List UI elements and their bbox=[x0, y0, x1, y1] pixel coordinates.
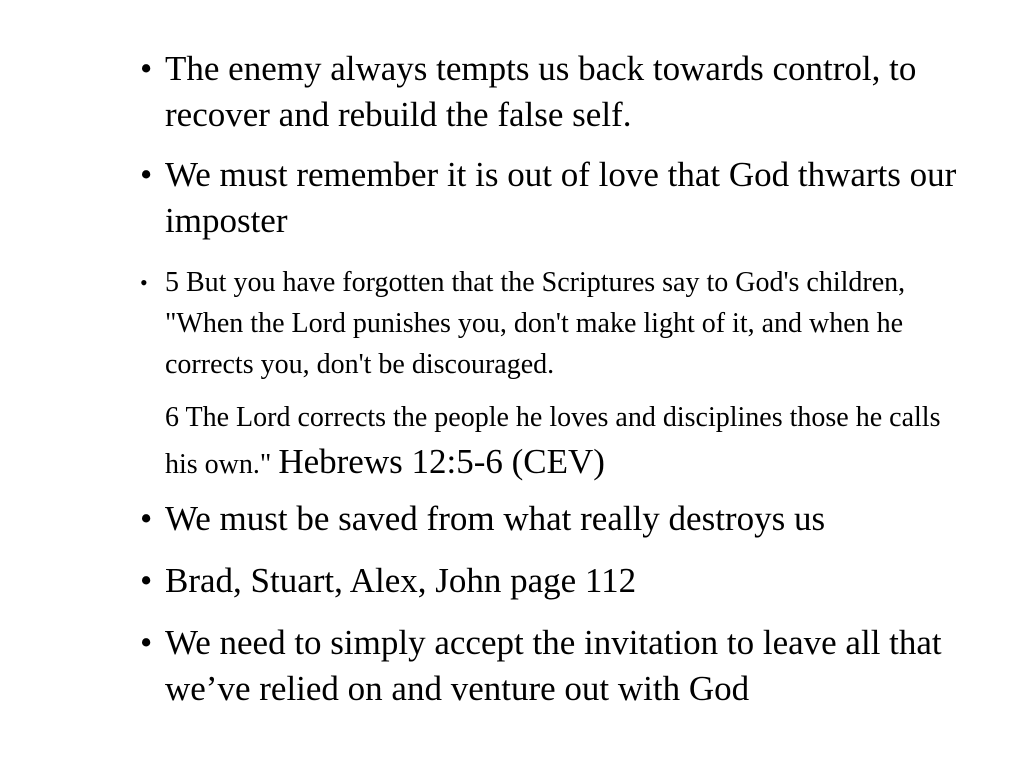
bullet-marker: • bbox=[140, 623, 153, 662]
bullet-saved bbox=[140, 496, 960, 542]
bullet-names-page bbox=[140, 558, 960, 604]
bullet-text: We need to simply accept the invitation to leave all that we’ve relied on and venture out with God bbox=[165, 623, 942, 708]
bullet-love-of-god bbox=[140, 152, 960, 244]
bullet-text: We must be saved from what really destroys us bbox=[165, 499, 826, 538]
bullet-scripture-verse5 bbox=[140, 262, 960, 385]
bullet-text: 5 But you have forgotten that the Scriptures say to God's children, "When the Lord punishes you, don't make light of it, and when he corrects you, don't be discouraged. bbox=[165, 267, 906, 380]
bullet-enemy-tempts bbox=[140, 46, 960, 138]
scripture-verse6 bbox=[165, 396, 965, 487]
bullet-text: Brad, Stuart, Alex, John page 112 bbox=[165, 561, 637, 600]
bullet-marker: • bbox=[140, 155, 153, 194]
bullet-marker: • bbox=[140, 49, 153, 88]
bullet-marker: • bbox=[140, 270, 148, 295]
bullet-marker: • bbox=[140, 499, 153, 538]
verse6-text: 6 The Lord corrects the people he loves and disciplines those he calls his own." bbox=[165, 402, 941, 480]
bullet-text: The enemy always tempts us back towards control, to recover and rebuild the false self. bbox=[165, 49, 917, 134]
bullet-text: We must remember it is out of love that God thwarts our imposter bbox=[165, 155, 957, 240]
scripture-reference: Hebrews 12:5-6 (CEV) bbox=[278, 442, 605, 481]
bullet-marker: • bbox=[140, 561, 153, 600]
bullet-accept-invitation bbox=[140, 620, 960, 712]
